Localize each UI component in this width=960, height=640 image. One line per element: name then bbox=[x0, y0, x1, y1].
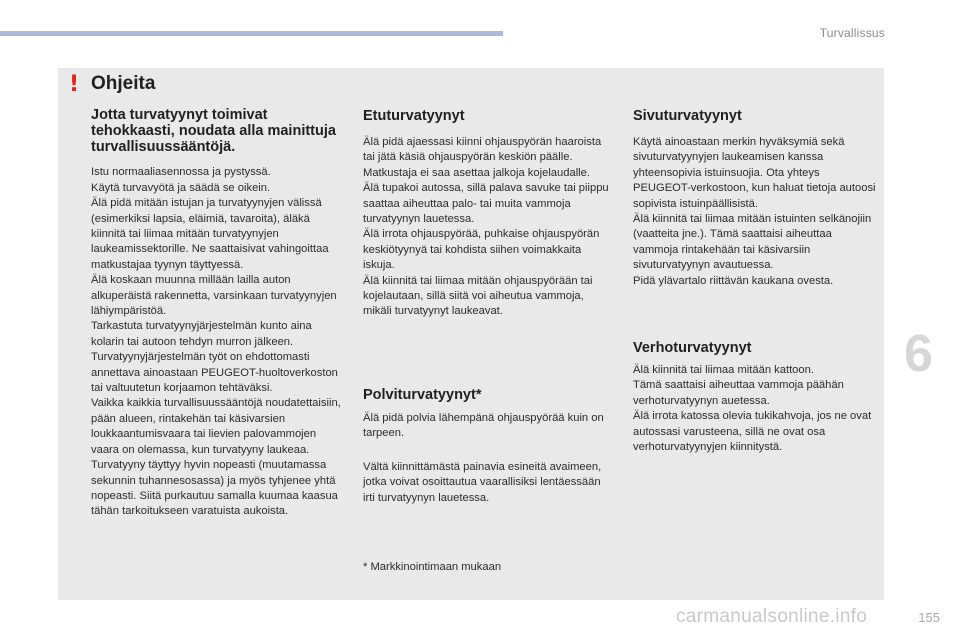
general-rules-text: Istu normaaliasennossa ja pystyssä. Käytä turvavyötä ja säädä se oikein. Älä pidä mitään istujan ja turvatyynyjen välissä (esimerkiksi lapsia, eläimiä, tavaroita), äläkä kiinnitä tai liimaa mitään turvatyynyjen laukeamissektorille. Ne saattaisivat vahingoittaa matkustajaa tyynyn täyttyessä. Älä koskaan muunna millään lailla auton alkuperäistä rakennetta, varsinkaan turvatyynyjen lähiympäristöä. Tarkastuta turvatyynyjärjestelmän kunto aina kolarin tai autoon tehdyn murron jälkeen. Turvatyynyjärjestelmän työt on ehdottomasti annettava ainoastaan PEUGEOT-huoltoverkoston tai valtuutetun korjaamon tehtäväksi. Vaikka kaikkia turvallisuussääntöjä noudatettaisiin, pään alueen, rintakehän tai käsivarsien loukkaantumisvaara tai lievien palovammojen vaara on olemassa, kun turvatyyny laukeaa. Turvatyyny täyttyy hyvin nopeasti (muutamassa sekunnin tuhannesosassa) ja myös tyhjenee yhtä nopeasti. Siitä purkautuu samalla kuumaa kaasua tähän tarkoitukseen varatuista aukoista. bbox=[91, 166, 341, 518]
curtain-airbags-heading: Verhoturvatyynyt bbox=[633, 340, 752, 356]
column-general-rules bbox=[91, 108, 346, 520]
panel-title: Ohjeita bbox=[91, 73, 156, 94]
front-airbags-heading: Etuturvatyynyt bbox=[363, 108, 465, 124]
footnote: * Markkinointimaan mukaan bbox=[363, 561, 502, 573]
column-front-airbags bbox=[363, 108, 613, 320]
knee-airbags-heading: Polviturvatyynyt* bbox=[363, 387, 482, 403]
knee-airbags-text-1: Älä pidä polvia lähempänä ohjauspyörää kuin on tarpeen. bbox=[363, 412, 604, 440]
watermark: carmanualsonline.info bbox=[676, 606, 868, 627]
section-title: Turvallissus bbox=[819, 26, 885, 40]
knee-airbags-text-2: Vältä kiinnittämästä painavia esineitä avaimeen, jotka voivat osoittautua vaarallisiksi lentäessään irti turvatyynyn lauetessa. bbox=[363, 461, 602, 504]
header-accent-bar bbox=[0, 31, 503, 36]
front-airbags-text: Älä pidä ajaessasi kiinni ohjauspyörän haaroista tai jätä käsiä ohjauspyörän keskiön päälle. Matkustaja ei saa asettaa jalkoja kojelaudalle. Älä tupakoi autossa, sillä palava savuke tai piippu saattaa aiheuttaa palo- tai muita vammoja turvatyynyn lauetessa. Älä irrota ohjauspyörää, puhkaise ohjauspyörän keskiötyynyä tai kohdista siihen voimakkaita iskuja. Älä kiinnitä tai liimaa mitään ohjauspyörään tai kojelautaan, sillä siitä voi aiheutua vammoja, mikäli turvatyynyt laukeavat. bbox=[363, 136, 609, 318]
page-number: 155 bbox=[918, 610, 940, 625]
chapter-number: 6 bbox=[904, 325, 933, 383]
side-airbags-heading: Sivuturvatyynyt bbox=[633, 108, 742, 124]
side-airbags-text: Käytä ainoastaan merkin hyväksymiä sekä sivuturvatyynyjen laukeamisen kanssa yhteensopivia istuinsuojia. Ota yhteys PEUGEOT-verkostoon, kun haluat tietoja autoosi sopivista istuinpäällisistä. Älä kiinnitä tai liimaa mitään istuinten selkänojiin (vaatteita jne.). Tämä saattaisi aiheuttaa vammoja rintakehään tai käsivarsiin sivuturvatyynyn avautuessa. Pidä ylävartalo riittävän kaukana ovesta. bbox=[633, 136, 876, 287]
warning-icon: ! bbox=[69, 72, 80, 97]
curtain-airbags-text: Älä kiinnitä tai liimaa mitään kattoon. Tämä saattaisi aiheuttaa vammoja päähän verhoturvatyynyn auetessa. Älä irrota katossa olevia tukikahvoja, jos ne ovat autossasi varusteena, sillä ne ovat osa verhoturvatyynyjen kiinnitystä. bbox=[633, 364, 872, 454]
column-side-airbags bbox=[633, 108, 878, 289]
general-rules-heading: Jotta turvatyynyt toimivat tehokkaasti, noudata alla mainittuja turvallisuussääntöjä. bbox=[91, 107, 336, 155]
